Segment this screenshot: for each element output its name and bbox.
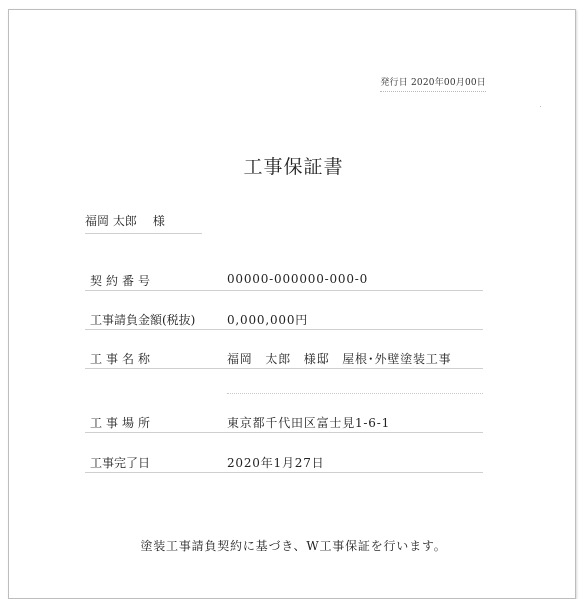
recipient bbox=[85, 212, 202, 234]
field-value: 東京都千代田区富士見1-6-1 bbox=[227, 416, 391, 430]
field-label: 工事完了日 bbox=[90, 456, 151, 470]
issue-date bbox=[380, 75, 486, 92]
field-label: 工事請負金額(税抜) bbox=[90, 313, 196, 327]
issue-date-label: 発行日 bbox=[380, 78, 408, 88]
field-contract-amount bbox=[85, 309, 483, 330]
warranty-statement: 塗装工事請負契約に基づき、W工事保証を行います。 bbox=[140, 539, 447, 553]
field-contract-number bbox=[85, 270, 483, 291]
field-construction-name bbox=[85, 348, 483, 369]
recipient-name: 福岡 太郎 bbox=[85, 214, 137, 228]
field-completion-date bbox=[85, 452, 483, 473]
field-value: 00000-000000-000-0 bbox=[227, 272, 369, 286]
recipient-honorific: 様 bbox=[152, 214, 165, 228]
field-label: 工事名称 bbox=[90, 352, 155, 366]
field-construction-site bbox=[85, 412, 483, 433]
field-value: 2020年1月27日 bbox=[227, 456, 325, 470]
document-page bbox=[8, 9, 576, 599]
issue-date-value: 2020年00月00日 bbox=[410, 78, 486, 88]
document-title: 工事保証書 bbox=[243, 156, 344, 178]
speck bbox=[540, 106, 541, 107]
field-label: 工事場所 bbox=[90, 416, 155, 430]
field-label: 契約番号 bbox=[90, 274, 155, 288]
field-construction-name-continuation-line bbox=[227, 393, 483, 394]
field-value: 0,000,000円 bbox=[227, 313, 309, 327]
field-value: 福岡 太郎 様邸 屋根･外壁塗装工事 bbox=[227, 352, 452, 366]
